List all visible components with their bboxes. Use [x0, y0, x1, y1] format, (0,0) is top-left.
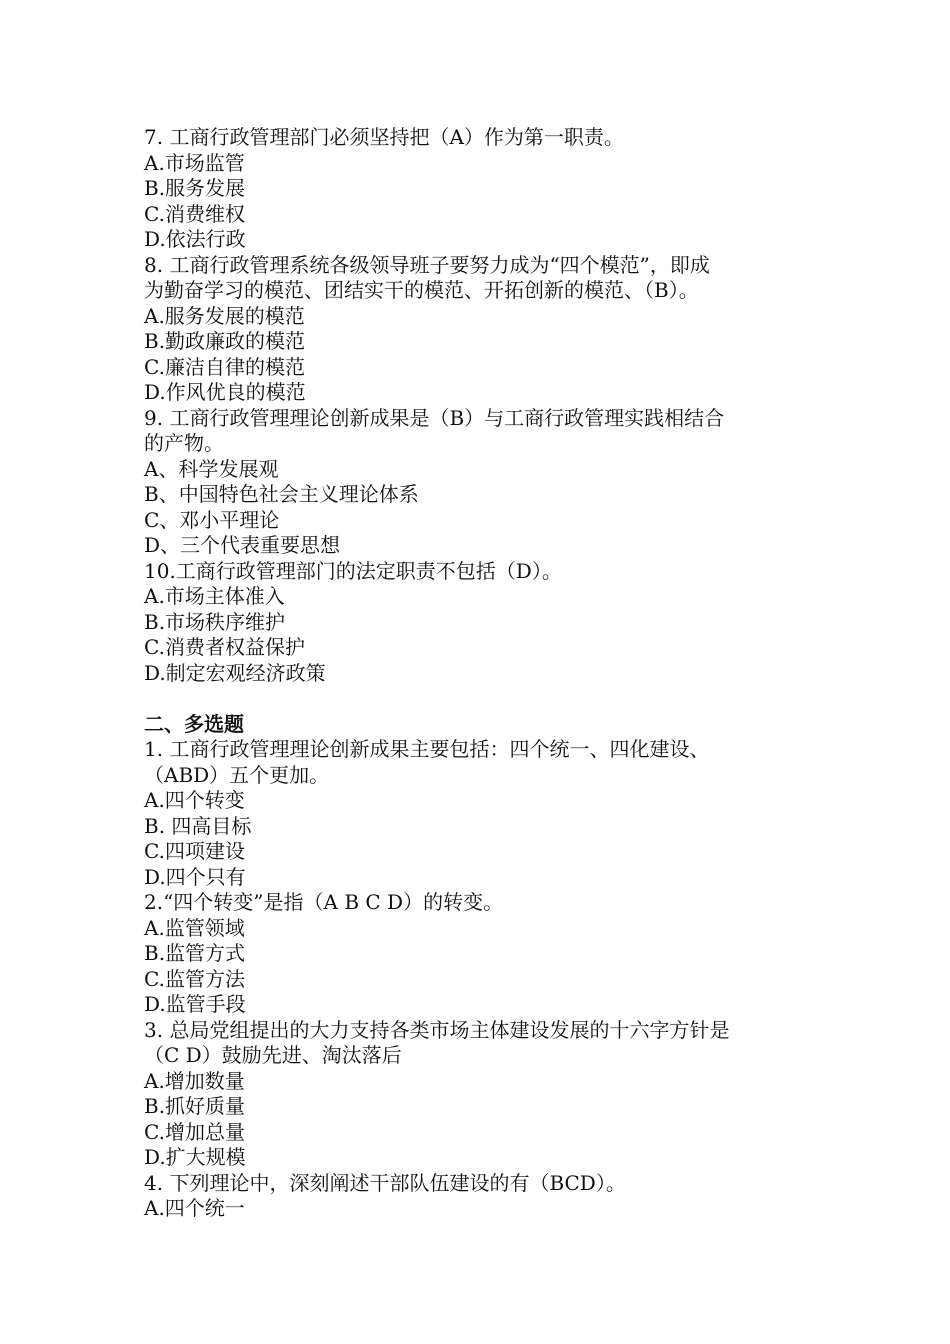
option-b: B.市场秩序维护: [144, 609, 286, 634]
option-a: A.增加数量: [144, 1068, 245, 1093]
option-d: D.四个只有: [144, 864, 246, 889]
question-10: 10.工商行政管理部门的法定职责不包括（D）。: [144, 558, 562, 583]
option-a: A.四个统一: [144, 1196, 245, 1220]
option-b: B.服务发展: [144, 176, 246, 200]
option-a: A.市场监管: [144, 150, 245, 175]
mc-question-2: 2.“四个转变”是指（A B C D）的转变。: [144, 890, 504, 914]
option-c: C.四项建设: [144, 839, 245, 863]
option-c: C.增加总量: [144, 1119, 245, 1144]
option-d: D.扩大规模: [144, 1145, 246, 1169]
question-9: 9. 工商行政管理理论创新成果是（B）与工商行政管理实践相结合: [144, 405, 725, 430]
document-page: [144, 125, 824, 1222]
option-a: A.市场主体准入: [144, 584, 285, 608]
option-b: B.监管方式: [144, 941, 246, 965]
mc-question-3-cont: （C D）鼓励先进、淘汰落后: [144, 1043, 402, 1067]
question-8-cont: 为勤奋学习的模范、团结实干的模范、开拓创新的模范、（B）。: [144, 278, 699, 302]
option-d: D.作风优良的模范: [144, 380, 306, 404]
mc-question-3: 3. 总局党组提出的大力支持各类市场主体建设发展的十六字方针是: [144, 1017, 730, 1042]
question-7: 7. 工商行政管理部门必须坚持把（A）作为第一职责。: [144, 125, 624, 149]
option-b: B、中国特色社会主义理论体系: [144, 482, 419, 506]
mc-question-1: 1. 工商行政管理理论创新成果主要包括：四个统一、四化建设、: [144, 737, 710, 761]
blank-line: [144, 686, 824, 712]
option-d: D.监管手段: [144, 992, 246, 1016]
option-c: C.消费维权: [144, 201, 245, 226]
option-a: A、科学发展观: [144, 456, 279, 481]
option-d: D.依法行政: [144, 227, 246, 251]
question-8: 8. 工商行政管理系统各级领导班子要努力成为“四个模范”，即成: [144, 252, 710, 277]
option-d: D、三个代表重要思想: [144, 533, 341, 557]
option-c: C.廉洁自律的模范: [144, 354, 305, 379]
option-a: A.四个转变: [144, 788, 245, 812]
option-b: B. 四高目标: [144, 813, 252, 838]
section-heading-multiple-choice: 二、多选题: [144, 711, 244, 736]
mc-question-1-cont: （ABD）五个更加。: [144, 762, 330, 787]
mc-question-4: 4. 下列理论中，深刻阐述干部队伍建设的有（BCD）。: [144, 1170, 626, 1195]
option-a: A.服务发展的模范: [144, 303, 305, 328]
option-d: D.制定宏观经济政策: [144, 660, 326, 685]
option-b: B.勤政廉政的模范: [144, 329, 306, 353]
option-c: C、邓小平理论: [144, 507, 280, 532]
option-b: B.抓好质量: [144, 1094, 246, 1118]
question-9-cont: 的产物。: [144, 431, 224, 455]
option-c: C.消费者权益保护: [144, 635, 305, 659]
option-a: A.监管领域: [144, 915, 245, 940]
option-c: C.监管方法: [144, 966, 245, 991]
